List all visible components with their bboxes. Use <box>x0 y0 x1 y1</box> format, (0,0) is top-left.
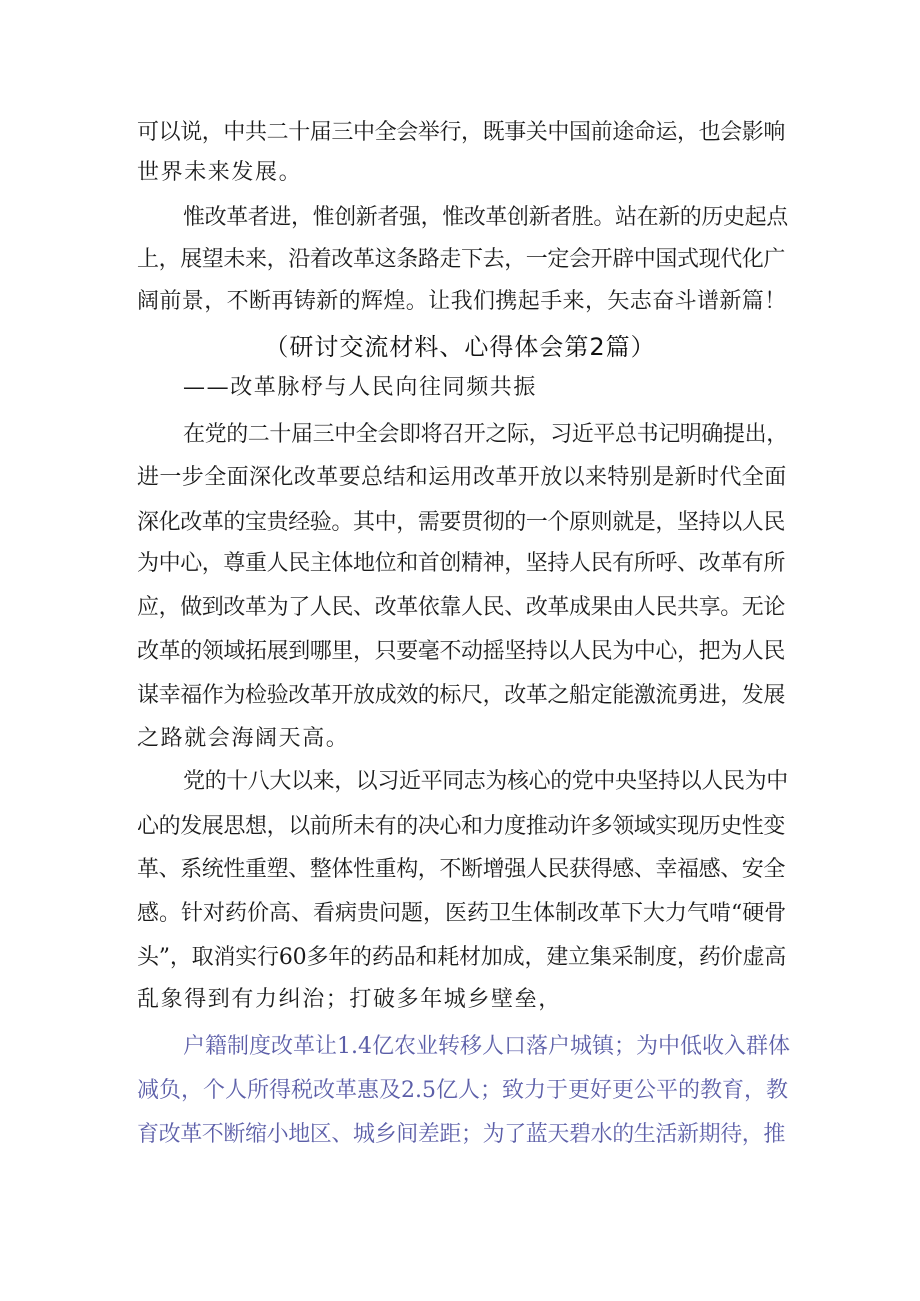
section-heading: （研讨交流材料、心得体会第2篇） <box>264 333 656 361</box>
highlighted-paragraph-line: 育改革不断缩小地区、城乡间差距；为了蓝天碧水的生活新期待，推 <box>137 1122 786 1147</box>
paragraph-line: 应，做到改革为了人民、改革依靠人民、改革成果由人民共享。无论 <box>137 595 786 620</box>
paragraph-line: 感。针对药价高、看病贵问题，医药卫生体制改革下大力气啃“硬骨 <box>137 901 787 926</box>
paragraph-line: 谋幸福作为检验改革开放成效的标尺，改革之船定能激流勇进，发展 <box>137 683 786 708</box>
paragraph-line: 党的十八大以来，以习近平同志为核心的党中央坚持以人民为中 <box>183 769 788 794</box>
paragraph-line: 进一步全面深化改革要总结和运用改革开放以来特别是新时代全面 <box>137 465 787 490</box>
section-subtitle: ——改革脉杼与人民向往同频共振 <box>183 375 538 400</box>
paragraph-line: 改革的领域拓展到哪里，只要毫不动摇坚持以人民为中心，把为人民 <box>137 639 786 664</box>
highlighted-paragraph-line: 户籍制度改革让1.4亿农业转移人口落户城镇；为中低收入群体 <box>183 1034 790 1059</box>
paragraph-line: 头”，取消实行60多年的药品和耗材加成，建立集采制度，药价虚高 <box>137 945 787 970</box>
paragraph-line: 阔前景，不断再铸新的辉煌。让我们携起手来，矢志奋斗谱新篇！ <box>137 289 787 314</box>
paragraph-line: 深化改革的宝贵经验。其中，需要贯彻的一个原则就是，坚持以人民 <box>137 510 786 535</box>
paragraph-line: 在党的二十届三中全会即将召开之际，习近平总书记明确提出， <box>183 422 788 447</box>
highlighted-paragraph-line: 减负，个人所得税改革惠及2.5亿人；致力于更好更公平的教育，教 <box>137 1078 788 1103</box>
paragraph-line: 心的发展思想，以前所未有的决心和力度推动许多领域实现历史性变 <box>137 814 786 839</box>
paragraph-line: 乱象得到有力纠治；打破多年城乡壁垒， <box>137 987 562 1012</box>
paragraph-line: 为中心，尊重人民主体地位和首创精神，坚持人民有所呼、改革有所 <box>137 551 786 576</box>
paragraph-line: 可以说，中共二十届三中全会举行，既事关中国前途命运，也会影响 <box>137 120 786 145</box>
paragraph-line: 之路就会海阔天高。 <box>137 726 350 751</box>
paragraph-line: 上，展望未来，沿着改革这条路走下去，一定会开辟中国式现代化广 <box>137 247 786 272</box>
paragraph-line: 世界未来发展。 <box>137 160 303 185</box>
paragraph-line: 惟改革者进，惟创新者强，惟改革创新者胜。站在新的历史起点 <box>183 205 788 230</box>
paragraph-line: 革、系统性重塑、整体性重构，不断增强人民获得感、幸福感、安全 <box>137 857 786 882</box>
